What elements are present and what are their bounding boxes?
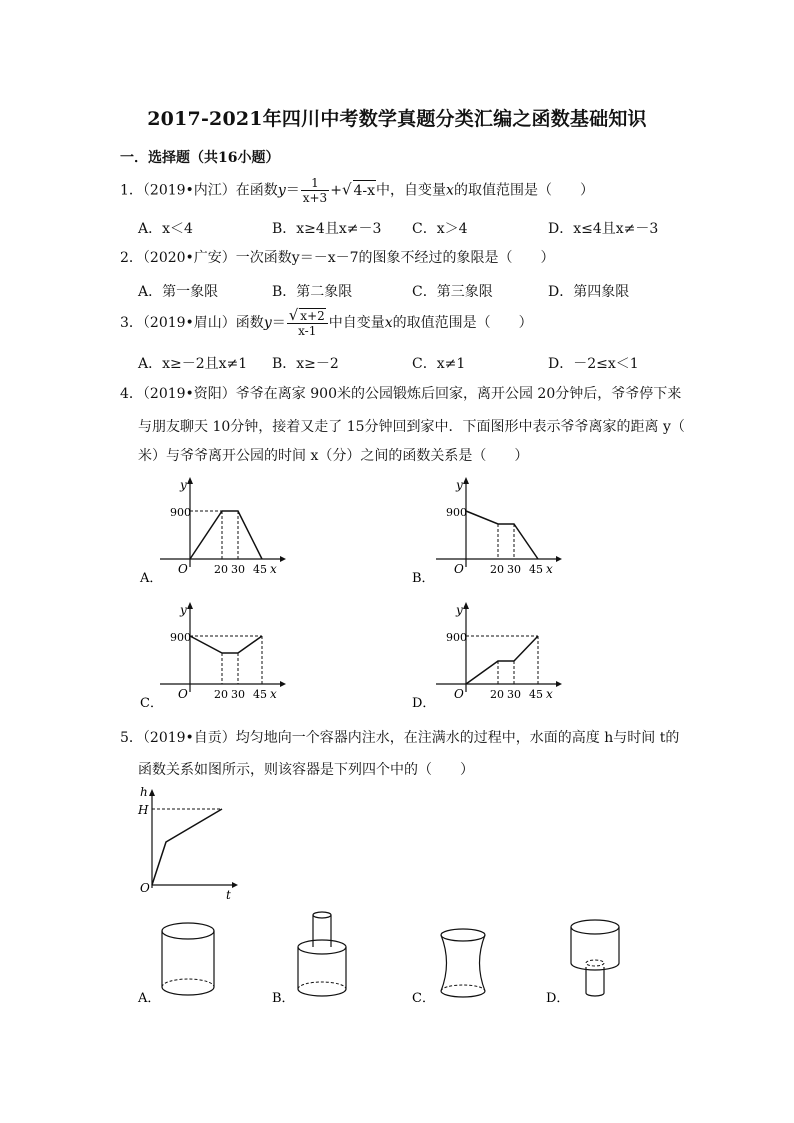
height-time-graph [130, 782, 250, 904]
y-tick-900: 900 [170, 506, 191, 519]
question-number: 2． [120, 250, 143, 266]
radicand: 4-x [353, 180, 377, 201]
origin-label: O [178, 562, 188, 576]
question-source: （2019•内江）在函数 [142, 182, 278, 199]
arrow-icon [463, 477, 469, 484]
vessel-top [441, 929, 485, 941]
arrow-icon [556, 556, 562, 562]
option-b[interactable]: B．x≥－2 [272, 356, 339, 372]
graph-option-c[interactable] [140, 602, 286, 711]
question-number: 1． [120, 182, 143, 199]
question-4-line-2: 与朋友聊天 10分钟，接着又走了 15分钟回到家中．下面图形中表示爷爷离家的距离 y（ [138, 419, 685, 435]
origin-label: O [140, 881, 150, 895]
y-axis-label: y [456, 603, 463, 617]
option-letter: A． [138, 991, 161, 1006]
question-3 [120, 308, 533, 338]
option-c[interactable]: C．x≠1 [412, 356, 466, 372]
fraction [287, 308, 328, 338]
cylinder-bottom [586, 993, 604, 996]
cylinder-bottom-hidden [162, 979, 214, 987]
y-tick-900: 900 [446, 506, 467, 519]
origin-label: O [178, 687, 188, 701]
x-tick-20: 20 [214, 563, 228, 576]
vessel-bottom-hidden [441, 985, 485, 991]
x-tick-45: 45 [253, 563, 267, 576]
question-4-line-3: 米）与爷爷离开公园的时间 x（分）之间的函数关系是（ ） [138, 448, 529, 464]
option-c[interactable]: C．x＞4 [412, 221, 468, 237]
radical-icon: √ [341, 180, 352, 199]
arrow-icon [463, 602, 469, 609]
radical-icon: √ [288, 306, 299, 324]
option-letter: C． [412, 991, 435, 1006]
question-number: 4． [120, 386, 143, 402]
function-curve [466, 511, 538, 559]
var-x: x [446, 182, 454, 199]
cylinder-bottom [162, 987, 214, 995]
equals: ＝ [285, 182, 300, 199]
function-curve [466, 636, 538, 684]
question-text: （2019•自贡）均匀地向一个容器内注水，在注满水的过程中，水面的高度 h与时间 t的 [142, 730, 680, 746]
radicand: x+2 [300, 309, 325, 323]
vessel-side [480, 935, 486, 991]
question-4-line-1 [120, 384, 681, 404]
option-a[interactable]: A．第一象限 [138, 284, 219, 300]
question-source: （2019•眉山）函数 [142, 315, 264, 331]
y-axis-label: y [180, 478, 187, 492]
question-5-line-1 [120, 728, 679, 748]
question-text: 的取值范围是（ ） [392, 315, 533, 331]
option-letter: A． [140, 571, 163, 586]
function-curve [190, 636, 262, 653]
cylinder-top [162, 923, 214, 939]
option-d[interactable]: D．x≤4且x≠－3 [548, 221, 659, 237]
origin-label: O [454, 562, 464, 576]
var-y: y [263, 315, 272, 331]
h-axis-label: h [140, 785, 148, 799]
h-max-label: H [138, 803, 149, 817]
question-text: 中，自变量 [376, 182, 447, 199]
function-curve [152, 809, 222, 885]
arrow-icon [280, 681, 286, 687]
plus-sign: + [330, 182, 342, 199]
cylinder-bottom-hidden [298, 982, 346, 989]
option-d[interactable]: D．－2≤x＜1 [548, 356, 639, 372]
x-tick-45: 45 [529, 688, 543, 701]
option-letter: D． [546, 991, 570, 1006]
option-b[interactable]: B．第二象限 [272, 284, 353, 300]
question-text: 的取值范围是（ ） [453, 182, 594, 199]
arrow-icon [187, 477, 193, 484]
arrow-icon [280, 556, 286, 562]
section-heading: 一．选择题（共16小题） [120, 150, 280, 166]
option-a[interactable]: A．x≥－2且x≠1 [138, 356, 248, 372]
x-tick-30: 30 [231, 563, 245, 576]
option-letter: B． [412, 571, 435, 586]
arrow-icon [556, 681, 562, 687]
x-tick-20: 20 [490, 563, 504, 576]
vessel-bottom [441, 991, 485, 997]
equals: ＝ [271, 315, 286, 331]
container-options [130, 905, 630, 1010]
arrow-icon [232, 882, 238, 888]
vessel-side [441, 935, 447, 991]
y-tick-900: 900 [446, 631, 467, 644]
var-x: x [384, 315, 393, 331]
y-axis-label: y [456, 478, 463, 492]
question-number: 5． [120, 730, 143, 746]
cylinder-top [313, 912, 331, 918]
cylinder-top [571, 920, 619, 934]
x-tick-45: 45 [253, 688, 267, 701]
arrow-icon [187, 602, 193, 609]
x-tick-30: 30 [231, 688, 245, 701]
t-axis-label: t [226, 888, 231, 902]
question-text: （2020•广安）一次函数y＝－x－7的图象不经过的象限是（ ） [142, 250, 555, 266]
neck-top-hidden [586, 960, 604, 966]
option-c[interactable]: C．第三象限 [412, 284, 493, 300]
graph-option-b[interactable] [412, 477, 562, 586]
option-b[interactable]: B．x≥4且x≠－3 [272, 221, 382, 237]
x-tick-30: 30 [507, 563, 521, 576]
x-tick-45: 45 [529, 563, 543, 576]
question-text: 中自变量 [328, 315, 385, 331]
container-option-c[interactable] [412, 929, 485, 1006]
function-curve [190, 511, 262, 559]
cylinder-top [298, 940, 346, 954]
y-axis-label: y [180, 603, 187, 617]
origin-label: O [454, 687, 464, 701]
option-letter: C． [140, 696, 163, 711]
x-tick-30: 30 [507, 688, 521, 701]
option-a[interactable]: A．x＜4 [138, 221, 193, 237]
y-tick-900: 900 [170, 631, 191, 644]
x-axis-label: x [546, 562, 553, 576]
question-1 [120, 176, 594, 205]
option-letter: B． [272, 991, 295, 1006]
fraction-numerator: 1 [301, 176, 329, 191]
question-4-graphs [130, 472, 710, 722]
cylinder-bottom [298, 989, 346, 996]
question-number: 3． [120, 315, 143, 331]
graph-option-d[interactable] [412, 602, 562, 711]
question-2 [120, 248, 555, 268]
x-tick-20: 20 [490, 688, 504, 701]
arrow-icon [149, 789, 155, 796]
graph-option-a[interactable] [139, 477, 286, 586]
option-letter: D． [412, 696, 436, 711]
page-title: 2017-2021年四川中考数学真题分类汇编之函数基础知识 [147, 108, 647, 130]
cylinder-bottom [571, 963, 619, 970]
container-option-d[interactable] [546, 920, 619, 1006]
container-option-a[interactable] [137, 923, 214, 1006]
x-axis-label: x [270, 687, 277, 701]
fraction [301, 176, 329, 205]
container-option-b[interactable] [272, 912, 346, 1006]
x-axis-label: x [546, 687, 553, 701]
question-text: （2019•资阳）爷爷在离家 900米的公园锻炼后回家，离开公园 20分钟后，爷爷停下来 [142, 386, 682, 402]
x-tick-20: 20 [214, 688, 228, 701]
fraction-denominator: x-1 [298, 324, 317, 338]
var-y: y [277, 182, 286, 199]
option-d[interactable]: D．第四象限 [548, 284, 630, 300]
x-axis-label: x [270, 562, 277, 576]
fraction-numerator [287, 308, 328, 324]
fraction-denominator: x+3 [302, 191, 328, 205]
question-5-line-2: 函数关系如图所示，则该容器是下列四个中的（ ） [138, 762, 474, 778]
